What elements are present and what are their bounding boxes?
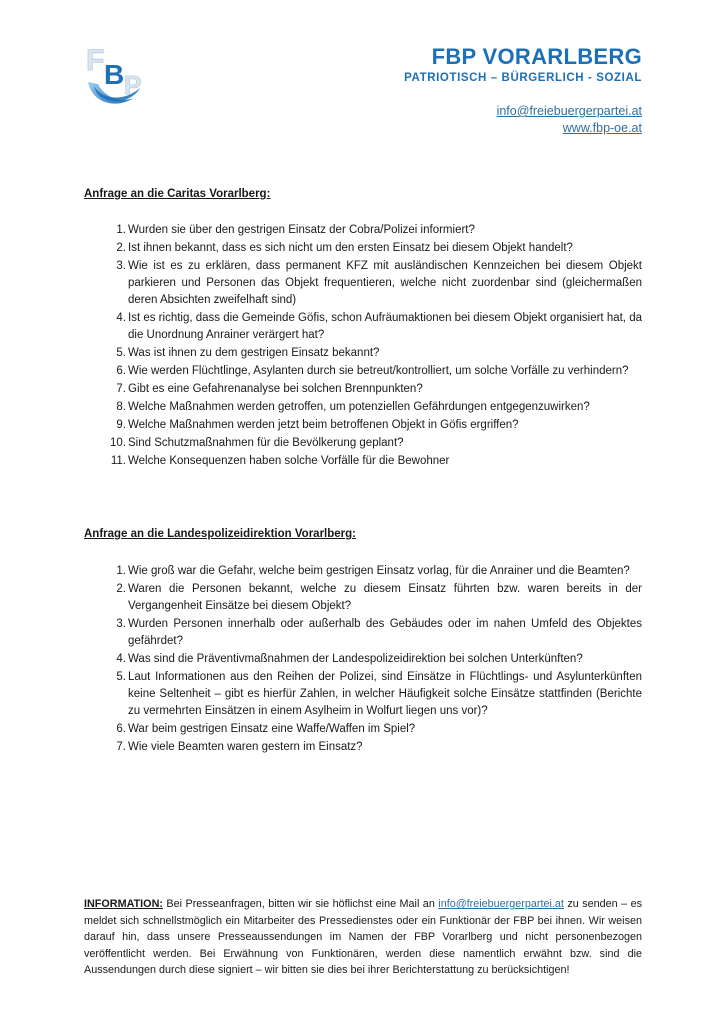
svg-text:B: B (104, 59, 125, 90)
question-number: 4. (116, 653, 126, 665)
contact-block (497, 103, 642, 137)
question-item (84, 222, 642, 239)
question-item (84, 363, 642, 380)
question-number: 7. (116, 383, 126, 395)
question-number: 5. (116, 671, 126, 683)
information-text-2: zu senden – es meldet sich schnellstmöglich ein Mitarbeiter des Pressedienstes oder ein Funktionär der FBP bei ihnen. Wir weisen darauf hin, dass unsere Presseaussendungen im Namen der FBP Vorarlberg und nicht personenbezogen veröffentlicht werden. Bei Erwähnung von Funktionären, werden diese namentlich erwähnt bzw. sind die Aussendungen durch diese signiert – wir bitten sie dies bei ihrer Berichterstattung zu berücksichtigen! (84, 898, 642, 976)
question-list-caritas (84, 222, 642, 471)
question-item (84, 399, 642, 416)
question-item (84, 435, 642, 452)
question-number: 6. (116, 723, 126, 735)
svg-text:P: P (124, 70, 142, 100)
org-name: FBP VORARLBERG (431, 44, 642, 69)
question-number: 10. (110, 437, 126, 449)
question-text: War beim gestrigen Einsatz eine Waffe/Waffen im Spiel? (128, 723, 416, 735)
section-title-caritas: Anfrage an die Caritas Vorarlberg: (84, 188, 271, 200)
question-item (84, 651, 642, 668)
question-item (84, 240, 642, 257)
information-text-1: Bei Presseanfragen, bitten wir sie höflichst eine Mail an (162, 898, 439, 910)
svg-text:F: F (86, 44, 105, 77)
question-number: 5. (116, 347, 126, 359)
question-item (84, 417, 642, 434)
question-item (84, 345, 642, 362)
question-number: 1. (116, 224, 126, 236)
question-list-polizei (84, 563, 642, 757)
question-number: 3. (116, 618, 126, 630)
letterhead (404, 44, 642, 84)
question-item (84, 721, 642, 738)
question-number: 9. (116, 419, 126, 431)
contact-email-link[interactable]: info@freiebuergerpartei.at (496, 104, 642, 118)
question-item (84, 739, 642, 756)
question-item (84, 563, 642, 580)
question-item (84, 310, 642, 344)
question-item (84, 581, 642, 615)
question-item (84, 669, 642, 720)
press-information (84, 896, 642, 979)
question-text: Ist es richtig, dass die Gemeinde Göfis, schon Aufräumaktionen bei diesem Objekt organisiert hat, da die Unordnung Anrainer verärgert hat? (128, 312, 642, 341)
question-item (84, 258, 642, 309)
question-number: 2. (116, 242, 126, 254)
question-text: Ist ihnen bekannt, dass es sich nicht um den ersten Einsatz bei diesem Objekt handelt? (128, 242, 573, 254)
question-number: 2. (116, 583, 126, 595)
question-text: Welche Konsequenzen haben solche Vorfälle für die Bewohner (128, 455, 450, 467)
question-number: 4. (116, 312, 126, 324)
question-text: Wurden sie über den gestrigen Einsatz der Cobra/Polizei informiert? (128, 224, 475, 236)
question-text: Wie groß war die Gefahr, welche beim gestrigen Einsatz vorlag, für die Anrainer und die Beamten? (128, 565, 630, 577)
question-number: 7. (116, 741, 126, 753)
question-text: Was ist ihnen zu dem gestrigen Einsatz bekannt? (128, 347, 380, 359)
fbp-logo-icon (84, 40, 148, 110)
question-text: Laut Informationen aus den Reihen der Polizei, sind Einsätze in Flüchtlings- und Asylunterkünften keine Seltenheit – gibt es hierfür Zahlen, in welcher Häufigkeit solche Einsätze stattfinden (Berichte zu vermehrten Einsätzen in einem Asylheim in Wolfurt liegen uns vor)? (128, 671, 642, 717)
section-title-polizei: Anfrage an die Landespolizeidirektion Vorarlberg: (84, 528, 357, 540)
information-label: INFORMATION: (84, 898, 163, 910)
question-text: Wie werden Flüchtlinge, Asylanten durch sie betreut/kontrolliert, um solche Vorfälle zu verhindern? (128, 365, 629, 377)
website-link[interactable]: www.fbp-oe.at (562, 121, 642, 135)
question-text: Wurden Personen innerhalb oder außerhalb des Gebäudes oder im nahen Umfeld des Objektes gefährdet? (128, 618, 642, 647)
question-text: Wie ist es zu erklären, dass permanent KFZ mit ausländischen Kennzeichen bei diesem Objekt parkieren und Personen das Objekt frequentieren, welche nicht zuordenbar sind (gleichermaßen deren Absichten zweifelhaft sind) (128, 260, 642, 306)
question-item (84, 616, 642, 650)
question-text: Sind Schutzmaßnahmen für die Bevölkerung geplant? (128, 437, 404, 449)
question-text: Welche Maßnahmen werden jetzt beim betroffenen Objekt in Göfis ergriffen? (128, 419, 519, 431)
question-text: Welche Maßnahmen werden getroffen, um potenziellen Gefährdungen entgegenzuwirken? (128, 401, 590, 413)
question-number: 8. (116, 401, 126, 413)
question-text: Waren die Personen bekannt, welche zu diesem Einsatz führten bzw. waren bereits in der Vergangenheit Einsätze bei diesem Objekt? (128, 583, 642, 612)
question-number: 1. (116, 565, 126, 577)
question-number: 11. (110, 455, 126, 467)
footer-email-link[interactable]: info@freiebuergerpartei.at (438, 898, 564, 910)
question-text: Wie viele Beamten waren gestern im Einsatz? (128, 741, 363, 753)
question-item (84, 381, 642, 398)
question-number: 3. (116, 260, 126, 272)
question-item (84, 453, 642, 470)
org-tagline: PATRIOTISCH – BÜRGERLICH - SOZIAL (404, 72, 642, 84)
question-text: Gibt es eine Gefahrenanalyse bei solchen Brennpunkten? (128, 383, 423, 395)
question-number: 6. (116, 365, 126, 377)
question-text: Was sind die Präventivmaßnahmen der Landespolizeidirektion bei solchen Unterkünften? (128, 653, 583, 665)
